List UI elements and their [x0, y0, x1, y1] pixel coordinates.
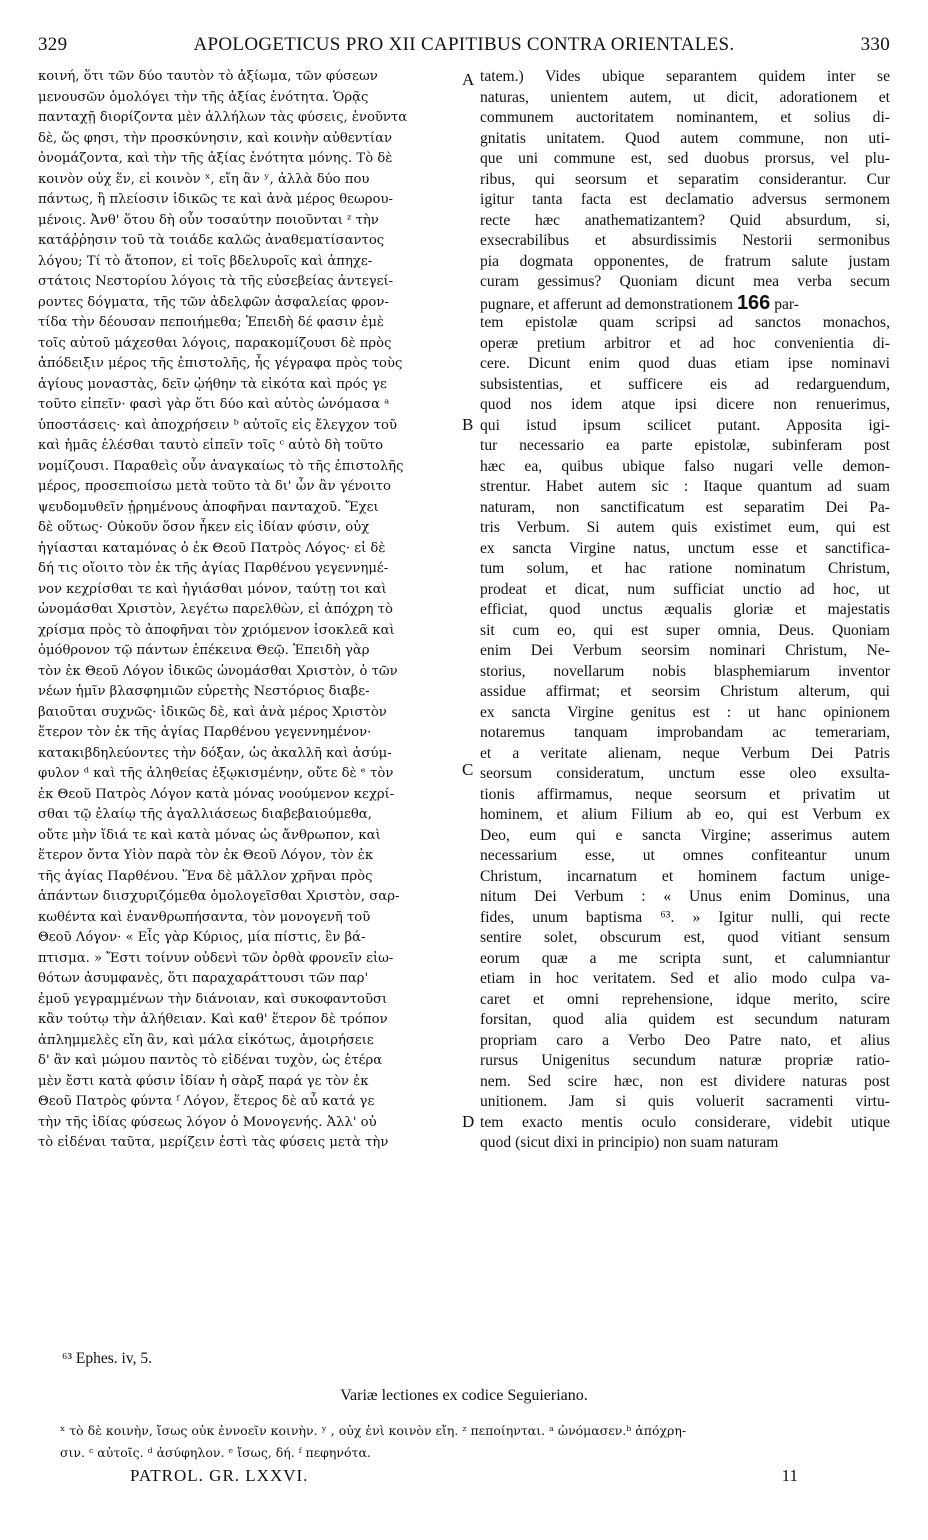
latin-text-line: Christum, incarnatum et hominem factum unige- — [480, 867, 890, 885]
latin-text-line: ex sancta Virgine natus, unctum esse et sanctifica- — [480, 539, 890, 557]
latin-text-line: tem exacto mentis oculo considerare, videbit utique — [480, 1113, 890, 1131]
column-number-bold: 166 — [736, 292, 771, 313]
greek-text-line: κοινή, ὅτι τῶν δύο ταυτὸν τὸ ἀξίωμα, τῶν φύσεων — [38, 69, 378, 84]
latin-text-line: eorum quæ a me scripta sunt, et calumniantur — [480, 949, 890, 967]
latin-text-line: naturas, unientem autem, ut dicit, adorationem et — [480, 88, 890, 106]
latin-text-line: hominem, et alium Filium ab eo, qui est Verbum ex — [480, 806, 890, 823]
greek-text-line: Θεοῦ Πατρὸς φύντα ᶠ Λόγον, ἕτερος δὲ αὖ κατά γε — [38, 1094, 375, 1109]
latin-text-line: quod nos idem atque ipsi dicere non renuerimus, — [480, 396, 890, 413]
latin-text-line: efficiat, quod unctus æqualis gloriæ et majestatis — [480, 601, 890, 618]
section-marker-c: C — [462, 760, 474, 779]
latin-text-line: hæc ea, quibus ubique falso nugari velle demon- — [480, 457, 890, 475]
running-title: APOLOGETICUS PRO XII CAPITIBUS CONTRA ORIENTALES. — [193, 34, 735, 55]
greek-text-line: ἐμοῦ γεγραμμένων τὴν διάνοιαν, καὶ συκοφαντοῦσι — [38, 991, 388, 1007]
greek-text-line: νέων ἡμῖν βλασφημιῶν εὑρετὴς Νεστόριος διαβε- — [38, 684, 370, 699]
latin-text-line: pia dogmata opponentes, de fratrum salute justam — [480, 252, 890, 270]
series-signature: PATROL. GR. LXXVI. — [130, 1466, 309, 1485]
greek-text-line: ὀνομάζοντα, καὶ τὴν τῆς ἀξίας ἑνότητα μόνης. Τὸ δὲ — [38, 151, 393, 166]
latin-text-line: rursus Unigenitus secundum naturæ propriæ ratio- — [480, 1052, 890, 1069]
greek-text-line: ὁμόθρονον τῷ πάντων ἐπέκεινα Θεῷ. Ἐπειδὴ γὰρ — [38, 643, 370, 658]
latin-text-line: etiam in hoc veritatem. Sed et alio modo culpa va- — [480, 970, 890, 987]
greek-text-line: ἕτερον ὄντα Υἱὸν παρὰ τὸν ἐκ Θεοῦ Λόγον, τὸν ἐκ — [38, 848, 374, 863]
greek-text-line: μὲν ἔστι κατὰ φύσιν ἰδίαν ἡ σὰρξ παρά γε τὸν ἐκ — [38, 1073, 369, 1089]
greek-text-line: κοινὸν οὐχ ἕν, εἰ κοινὸν ˣ, εἴη ἂν ʸ, ἀλλὰ δύο που — [38, 171, 370, 187]
greek-text-line: θότων ἀσυμφανὲς, ὅτι παραχαράττουσι τῶν παρ' — [38, 971, 369, 986]
greek-text-line: φυλον ᵈ καὶ τῆς ἀληθείας ἐξῳκισμένην, οὔτε δὲ ᵉ τὸν — [38, 766, 394, 781]
greek-text-line: τῆς ἁγίας Παρθένου. Ἕνα δὲ μᾶλλον χρῆναι πρὸς — [38, 868, 373, 884]
greek-text-line: σθαι τῷ ἐλαίῳ τῆς ἀγαλλιάσεως διαβεβαιούμεθα, — [38, 807, 372, 822]
latin-text-line: caret et omni reprehensione, idque merito, scire — [480, 990, 890, 1008]
latin-text-line: sentire solet, obscurum est, quod vitiant sensum — [480, 929, 890, 946]
greek-text-line: δ' ἂν καὶ μώμου παντὸς τὸ εἰδέναι τυχὸν, ὡς ἑτέρα — [38, 1053, 383, 1068]
greek-text-line: μένοις. Ἀνθ' ὅτου δὴ οὖν τοσαύτην ποιοῦνται ᶻ τὴν — [38, 212, 379, 228]
greek-text-line: δὲ οὕτως· Οὐκοῦν ὅσον ἧκεν εἰς ἰδίαν φύσιν, οὐχ — [38, 520, 370, 535]
latin-text-line: nitum Dei Verbum : « Unus enim Dominus, una — [480, 888, 890, 905]
greek-text-line: ἐκ Θεοῦ Πατρὸς Λόγον κατὰ μόνας νοούμενον κεχρί- — [38, 786, 395, 802]
latin-text-line: et a veritate alienam, neque Verbum Dei Patris — [480, 744, 890, 762]
greek-text-line: κωθέντα καὶ ἐνανθρωπήσαντα, τὸν μονογενῆ τοῦ — [38, 909, 371, 925]
greek-text-line: ἁπάντων διισχυριζόμεθα ὁμολογεῖσθαι Χριστὸν, σαρ- — [38, 889, 400, 904]
latin-text-line: curam gessimus? Quoniam dicunt mea verba secum — [480, 273, 890, 290]
greek-text-line: κατάῤῥησιν τοῦ τὰ τοιάδε καλῶς ἀναθεματίσαντος — [38, 233, 385, 248]
greek-text-line: ψευδομυθεῖν ᾐρημένους ἀποφῆναι πανταχοῦ. Ἔχει — [38, 499, 379, 515]
page-header — [38, 34, 890, 60]
latin-text-line: prodeat et dicat, num sufficiat unctio ad hoc, ut — [480, 580, 890, 598]
latin-text-line: tem epistolæ quam scripsi ad sanctos monachos, — [480, 314, 890, 331]
greek-text-line: τίδα τὴν δέουσαν πεποιήμεθα; Ἐπειδὴ δέ φασιν ἐμὲ — [38, 315, 384, 330]
greek-text-line: Θεοῦ Λόγον· « Εἷς γὰρ Κύριος, μία πίστις, ἓν βά- — [38, 930, 366, 945]
latin-text-line: propriam caro a Verbo Deo Patre nato, et alius — [480, 1031, 890, 1049]
greek-text-line: μέρος, προσεπιοίσω μετὰ τοῦτο τὰ δι' ὧν ἂν γένοιτο — [38, 479, 391, 494]
greek-text-line: ἁγίους μοναστὰς, δεῖν ᾠήθην τὰ εἰκότα καὶ πρός γε — [38, 376, 387, 392]
latin-text-line: cere. Dicunt enim quod duas etiam ipse nominavi — [480, 355, 890, 372]
greek-text-line: νομίζουσι. Παραθεὶς οὖν ἀναγκαίως τὸ τῆς ἐπιστολῆς — [38, 458, 404, 474]
greek-text-line: χρίσμα πρὸς τὸ ἀποφῆναι τὸν χριόμενον ἰσοκλεᾶ καὶ — [38, 622, 395, 638]
greek-text-line: ἡγίασται καταμόνας ὁ ἐκ Θεοῦ Πατρὸς Λόγος· εἰ δὲ — [38, 540, 386, 556]
greek-text-line: νον κεχρίσθαι τε καὶ ἡγιάσθαι μόνον, ταύτῃ τοι καὶ — [38, 581, 387, 597]
greek-text-line: τοῦτο εἰπεῖν· φασὶ γὰρ ὅτι δύο καὶ αὐτὸς ὠνόμασα ᵃ — [38, 397, 390, 412]
section-marker-a: A — [462, 70, 475, 89]
latin-text-line: forsitan, quod alia quidem est secundum naturam — [480, 1011, 890, 1028]
greek-text-line: ὑποστάσεις· καὶ ἀποχρήσειν ᵇ αὐτοῖς εἰς ἔλεγχον τοῦ — [38, 417, 397, 433]
latin-text-line: recte hæc anathematizantem? Quid absurdum, si, — [480, 211, 890, 229]
latin-text-line: communem auctoritatem nominantem, et solius di- — [480, 109, 890, 126]
latin-text-line: gnitatis unitatem. Quod autem commune, non uti- — [480, 129, 890, 147]
latin-line-text: pugnare, et afferunt ad demonstrationem — [480, 295, 734, 313]
latin-text-line: unitionem. Jam si quis voluerit sacramenti virtu- — [480, 1093, 890, 1110]
greek-text-line: πτισμα. » Ἔστι τοίνυν οὐδενὶ τῶν ὀρθὰ φρονεῖν εἰω- — [38, 950, 394, 966]
latin-text-line: que uni commune est, sed duobus prorsus, vel plu- — [480, 150, 890, 167]
latin-text-line: tatem.) Vides ubique separantem quidem inter se — [480, 68, 890, 85]
latin-text-line: subsistentias, et sufficere eis ad redarguendum, — [480, 375, 890, 393]
greek-text-line: κατακιβδηλεύοντες τὴν δόξαν, ὡς ἀκαλλῆ καὶ ἀσύμ- — [38, 745, 392, 761]
variae-line: σιν. ᶜ αὐτοῖς. ᵈ ἀσύφηλον. ᵉ ἴσως, δή. ᶠ πεφηνότα. — [60, 1445, 371, 1460]
page-number-right: 330 — [860, 34, 890, 55]
latin-text-line: tionis affirmamus, neque seorsum et privatim ut — [480, 785, 890, 803]
latin-text-line: Deo, eum qui e sancta Virgine; asserimus autem — [480, 826, 890, 844]
greek-text-line: τὸν ἐκ Θεοῦ Λόγον ἰδικῶς ὠνομάσθαι Χριστὸν, ὁ τῶν — [38, 663, 398, 679]
greek-column — [38, 67, 458, 1154]
latin-text-line: operæ pretium arbitror et ad hoc convenientia di- — [480, 334, 890, 352]
latin-text-line: naturam, non sanctificatum est separatim Dei Pa- — [480, 498, 890, 516]
greek-text-line: μενουσῶν ὁμολόγει τὴν τῆς ἀξίας ἑνότητα. Ὁρᾷς — [38, 89, 369, 105]
section-marker-d: D — [462, 1112, 475, 1131]
latin-text-line: strentur. Habet autem sic : Itaque quantum ad suam — [480, 478, 890, 495]
page-footer — [130, 1466, 798, 1490]
latin-text-line: storius, novellarum nobis blasphemiarum inventor — [480, 662, 890, 680]
greek-text-line: τὴν τῆς ἰδίας φύσεως λόγον ὁ Μονογενής. Ἀλλ' οὐ — [38, 1114, 377, 1130]
greek-text-line: κἂν τούτῳ τὴν ἀλήθειαν. Καὶ καθ' ἕτερον δὲ τρόπον — [38, 1012, 388, 1027]
greek-text-line: ἀπόδειξιν μέρος τῆς ἐπιστολῆς, ἧς γέγραφα πρὸς τοὺς — [38, 356, 403, 371]
latin-text-line: tur necessario ea parte epistolæ, subinferam post — [480, 437, 890, 454]
variae-lectiones — [60, 1420, 896, 1464]
latin-text-line: nem. Sed scire hæc, non est dividere naturas post — [480, 1072, 890, 1090]
latin-text-line: seorsum consideratum, unctum esse oleo exsulta- — [480, 765, 890, 782]
latin-text-line: assidue affirmat; et seorsim Christum alterum, qui — [480, 683, 890, 700]
greek-text-line: τοῖς αὐτοῦ μάχεσθαι λόγοις, παρακομίζουσι δὲ πρὸς — [38, 335, 392, 351]
greek-text-line: ὠνομάσθαι Χριστὸν, λεγέτω παρελθὼν, εἰ ἀπόχρη τὸ — [38, 602, 393, 617]
greek-text-line: στάτοις Νεστορίου λόγοις τὰ τῆς εὐσεβείας ἀντεγεί- — [38, 274, 394, 289]
footnote: ⁶³ Ephes. iv, 5. — [62, 1350, 152, 1367]
greek-text-line: βαιοῦται συχνῶς· ἰδικῶς δὲ, καὶ ἀνὰ μέρος Χριστὸν — [38, 704, 387, 720]
page-number-left: 329 — [38, 34, 68, 55]
greek-text-line: οὔτε μὴν ἴδιά τε καὶ κατὰ μόνας ὡς ἄνθρωπον, καὶ — [38, 827, 381, 843]
variae-lectiones-title: Variæ lectiones ex codice Seguieriano. — [340, 1387, 588, 1404]
greek-text-line: καὶ ἡμᾶς ἑλέσθαι ταυτὸ εἰπεῖν τοῖς ᶜ αὐτὸ δὴ τοῦτο — [38, 438, 384, 453]
greek-text-line: ἀπλημμελὲς εἴη ἂν, καὶ μάλα εἰκότως, ἀμοιρήσειε — [38, 1032, 374, 1048]
greek-text-line: πανταχῇ διορίζοντα μὲν ἀλλήλων τὰς φύσεις, ἑνοῦντα — [38, 110, 408, 125]
latin-text-line: enim Dei Verbum seorsim nominari Christum, Ne- — [480, 642, 890, 659]
greek-text-line: δή τις οἴοιτο τὸν ἐκ τῆς ἁγίας Παρθένου γεγεννημέ- — [38, 561, 389, 576]
latin-text-line: necessarium esse, ut omnes confiteantur unum — [480, 847, 890, 864]
latin-text-line: tum solum, et hac ratione nominatum Christum, — [480, 560, 890, 577]
latin-text-line: quod (sicut dixi in principio) non suam naturam — [480, 1134, 779, 1151]
latin-text-line: ribus, qui seorsum et separatim considerantur. Cur — [480, 170, 890, 188]
sheet-number: 11 — [781, 1466, 798, 1485]
latin-line-continuation: par- — [770, 295, 800, 313]
latin-text-line: exsecrabilibus et absurdissimis Nestorii sermonibus — [480, 232, 890, 249]
greek-text-line: ροντες δόγματα, τῆς τῶν ἀδελφῶν ἀσφαλείας φρον- — [38, 294, 389, 310]
latin-column — [480, 67, 890, 1154]
latin-text-line: igitur tanta facta est declamatio adversus sermonem — [480, 191, 890, 208]
latin-text-line: tris Verbum. Si autem quis existimet eum, qui est — [480, 519, 890, 536]
latin-text-line: sit cum eo, qui est super omnia, Deus. Quoniam — [480, 621, 890, 639]
greek-text-line: τὸ εἰδέναι ταῦτα, μερίζειν ἐστὶ τὰς φύσεις μετὰ τὴν — [38, 1135, 389, 1150]
greek-text-line: δὲ, ὥς φησι, τὴν προσκύνησιν, καὶ κοινὴν αὐθεντίαν — [38, 130, 393, 146]
variae-line: ˣ τὸ δὲ κοινὴν, ἴσως οὐκ ἐννοεῖν κοινὴν. ʸ , οὐχ ἑνὶ κοινὸν εἴη. ᶻ πεποίηνται. ᵃ ὠνόμασεν.ᵇ ἀπόχρη- — [60, 1423, 687, 1438]
latin-text-line: notaremus tanquam improbandam ac temerariam, — [480, 724, 890, 741]
greek-text-line: πάντως, ἢ πλείοσιν ἰδικῶς τε καὶ ἀνὰ μέρος θεωρου- — [38, 192, 393, 207]
latin-text-line: ex sancta Virgine genitus est : ut hanc opinionem — [480, 703, 890, 721]
latin-text-line: fides, unum baptisma ⁶³. » Igitur nulli, qui recte — [480, 908, 890, 926]
latin-text-line: qui istud ipsum scilicet putant. Apposita igi- — [480, 416, 890, 434]
latin-text-line — [480, 293, 890, 314]
greek-text-line: ἕτερον τὸν ἐκ τῆς ἁγίας Παρθένου γεγεννημένον· — [38, 725, 372, 740]
section-marker-b: B — [462, 415, 474, 434]
greek-text-line: λόγου; Τί τὸ ἄτοπον, εἰ τοῖς βδελυροῖς καὶ ἀπηχε- — [38, 253, 373, 269]
